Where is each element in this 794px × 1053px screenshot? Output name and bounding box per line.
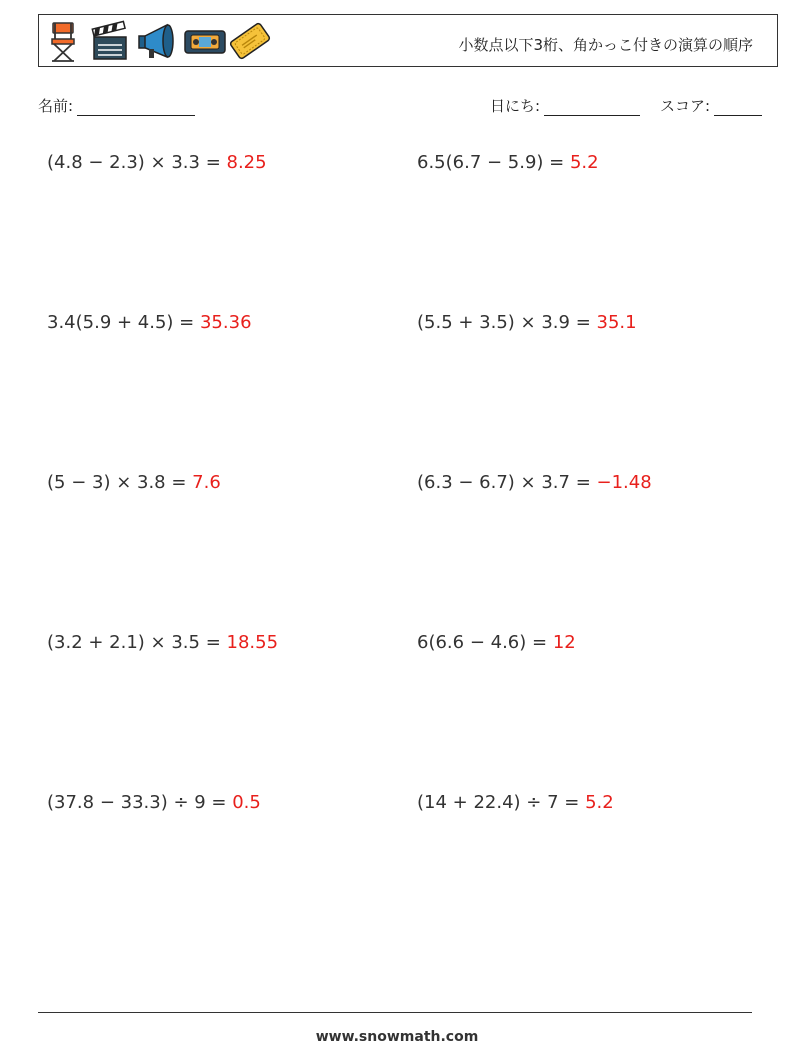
problem-answer: 7.6: [192, 472, 221, 493]
videotape-icon: [183, 19, 227, 63]
problem-expression: (6.3 − 6.7) × 3.7 =: [417, 472, 597, 493]
name-field: [38, 95, 195, 116]
problem-8: [417, 632, 576, 653]
problem-expression: (3.2 + 2.1) × 3.5 =: [47, 632, 227, 653]
director-chair-icon: [47, 19, 79, 63]
problem-answer: 35.1: [596, 312, 637, 333]
problem-expression: (37.8 − 33.3) ÷ 9 =: [47, 792, 233, 813]
score-blank: [714, 99, 762, 116]
problem-expression: (5 − 3) × 3.8 =: [47, 472, 193, 493]
problem-4: [417, 312, 637, 333]
megaphone-icon: [137, 19, 179, 63]
problem-answer: −1.48: [596, 472, 652, 493]
problem-answer: 18.55: [226, 632, 279, 653]
problem-9: [47, 792, 261, 813]
worksheet-header: [38, 14, 778, 67]
problem-2: [417, 152, 599, 173]
problem-answer: 5.2: [585, 792, 614, 813]
footer-url[interactable]: www.snowmath.com: [315, 1029, 479, 1045]
problem-10: [417, 792, 614, 813]
problem-6: [417, 472, 652, 493]
problem-5: [47, 472, 221, 493]
problem-expression: 6(6.6 − 4.6) =: [417, 632, 553, 653]
date-label: 日にち:: [490, 97, 541, 115]
problem-1: [47, 152, 267, 173]
problem-expression: 6.5(6.7 − 5.9) =: [417, 152, 570, 173]
score-field: [660, 95, 762, 116]
name-label: 名前:: [38, 97, 74, 115]
date-field: [490, 95, 640, 116]
problem-answer: 12: [552, 632, 576, 653]
problem-answer: 0.5: [232, 792, 261, 813]
worksheet-title: 小数点以下3桁、角かっこ付きの演算の順序: [458, 36, 753, 54]
score-label: スコア:: [660, 97, 711, 115]
problem-3: [47, 312, 252, 333]
clapperboard-icon: [91, 19, 129, 63]
problem-answer: 8.25: [226, 152, 267, 173]
problem-7: [47, 632, 278, 653]
name-blank: [77, 99, 195, 116]
problem-expression: (4.8 − 2.3) × 3.3 =: [47, 152, 227, 173]
problem-expression: (14 + 22.4) ÷ 7 =: [417, 792, 586, 813]
problem-expression: (5.5 + 3.5) × 3.9 =: [417, 312, 597, 333]
footer-divider: [38, 1012, 752, 1013]
problem-answer: 5.2: [569, 152, 599, 173]
cinema-ticket-icon: [229, 19, 271, 63]
date-blank: [544, 99, 640, 116]
problem-expression: 3.4(5.9 + 4.5) =: [47, 312, 200, 333]
problem-answer: 35.36: [199, 312, 252, 333]
